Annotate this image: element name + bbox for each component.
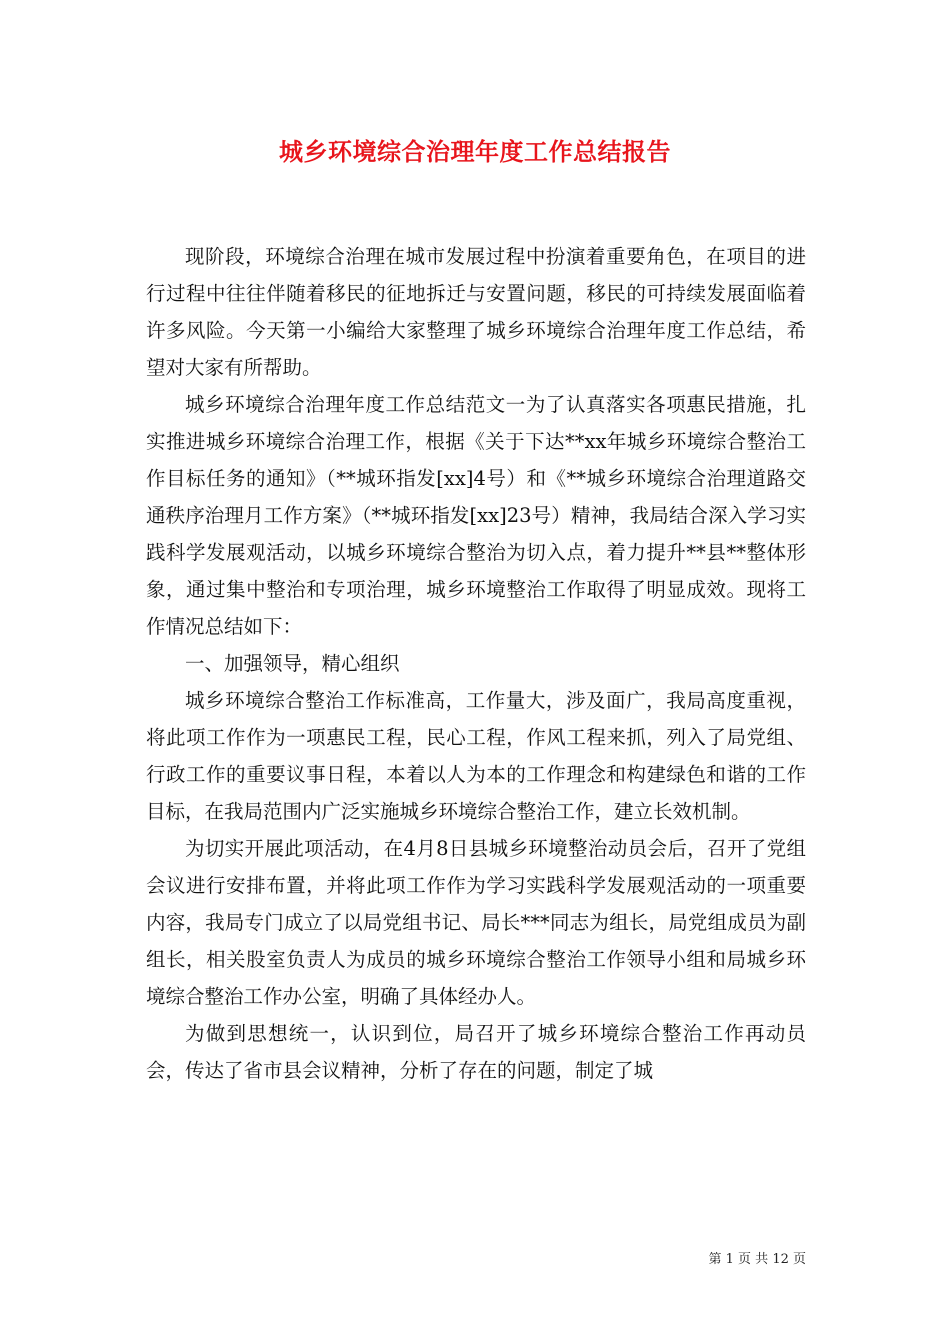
paragraph-sample-one: 城乡环境综合治理年度工作总结范文一为了认真落实各项惠民措施，扎实推进城乡环境综合治理工作，根据《关于下达**xx年城乡环境综合整治工作目标任务的通知》（**城环指发[xx]4号）和《**城乡环境综合治理道路交通秩序治理月工作方案》（**城环指发[xx]23号）精神，我局结合深入学习实践科学发展观活动，以城乡环境综合整治为切入点，着力提升**县**整体形象，通过集中整治和专项治理，城乡环境整治工作取得了明显成效。现将工作情况总结如下： (146, 393, 806, 638)
paragraph-mobilization: 为做到思想统一，认识到位，局召开了城乡环境综合整治工作再动员会，传达了省市县会议精神，分析了存在的问题，制定了城 (146, 1022, 806, 1082)
page-number-footer: 第 1 页 共 12 页 (708, 1252, 806, 1267)
document-body (146, 238, 806, 1089)
section-heading-leadership: 一、加强领导，精心组织 (185, 652, 400, 675)
paragraph-leadership: 城乡环境综合整治工作标准高，工作量大，涉及面广，我局高度重视，将此项工作作为一项惠民工程，民心工程，作风工程来抓，列入了局党组、行政工作的重要议事日程，本着以人为本的工作理念和构建绿色和谐的工作目标，在我局范围内广泛实施城乡环境综合整治工作，建立长效机制。 (146, 689, 806, 823)
paragraph-organization: 为切实开展此项活动，在4月8日县城乡环境整治动员会后，召开了党组会议进行安排布置，并将此项工作作为学习实践科学发展观活动的一项重要内容，我局专门成立了以局党组书记、局长***同志为组长，局党组成员为副组长，相关股室负责人为成员的城乡环境综合整治工作领导小组和局城乡环境综合整治工作办公室，明确了具体经办人。 (146, 837, 806, 1008)
document-title: 城乡环境综合治理年度工作总结报告 (279, 137, 671, 166)
paragraph-intro: 现阶段，环境综合治理在城市发展过程中扮演着重要角色，在项目的进行过程中往往伴随着移民的征地拆迁与安置问题，移民的可持续发展面临着许多风险。今天第一小编给大家整理了城乡环境综合治理年度工作总结，希望对大家有所帮助。 (146, 245, 806, 379)
